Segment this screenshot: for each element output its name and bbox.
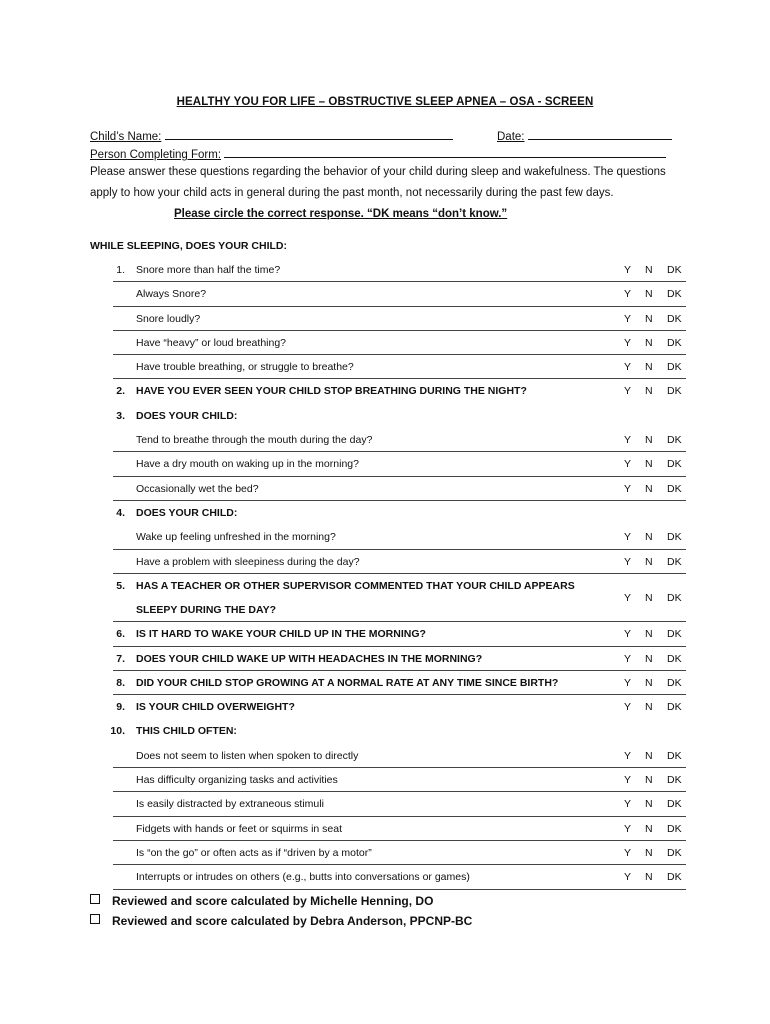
answer-no[interactable]: N	[645, 288, 653, 301]
question-row	[90, 792, 686, 816]
question-text: Is easily distracted by extraneous stimuli	[136, 798, 324, 811]
section-heading: WHILE SLEEPING, DOES YOUR CHILD:	[90, 240, 287, 252]
question-row	[90, 744, 686, 768]
question-text: HAVE YOU EVER SEEN YOUR CHILD STOP BREATHING DURING THE NIGHT?	[136, 385, 527, 398]
answer-dont-know[interactable]: DK	[667, 288, 682, 301]
answer-dont-know[interactable]: DK	[667, 774, 682, 787]
answer-dont-know[interactable]: DK	[667, 385, 682, 398]
question-text: DOES YOUR CHILD:	[136, 409, 238, 422]
answer-yes[interactable]: Y	[624, 312, 632, 325]
questions-list	[90, 258, 686, 890]
answer-yes[interactable]: Y	[624, 652, 632, 665]
answer-dont-know[interactable]: DK	[667, 628, 682, 641]
question-number: 7.	[116, 652, 125, 665]
question-number: 9.	[116, 701, 125, 714]
question-row	[90, 477, 686, 501]
answer-dont-know[interactable]: DK	[667, 336, 682, 349]
question-row	[90, 817, 686, 841]
answer-dont-know[interactable]: DK	[667, 312, 682, 325]
answer-no[interactable]: N	[645, 385, 653, 398]
answer-yes[interactable]: Y	[624, 846, 632, 859]
answer-no[interactable]: N	[645, 822, 653, 835]
answer-dont-know[interactable]: DK	[667, 361, 682, 374]
question-row	[90, 307, 686, 331]
answer-dont-know[interactable]: DK	[667, 458, 682, 471]
question-number: 8.	[116, 676, 125, 689]
question-row	[90, 574, 686, 622]
answer-yes[interactable]: Y	[624, 774, 632, 787]
question-text: DID YOUR CHILD STOP GROWING AT A NORMAL RATE AT ANY TIME SINCE BIRTH?	[136, 676, 559, 689]
question-row	[90, 428, 686, 452]
question-text: Fidgets with hands or feet or squirms in seat	[136, 822, 343, 835]
question-text: Snore more than half the time?	[136, 264, 281, 276]
answer-no[interactable]: N	[645, 336, 653, 349]
answer-yes[interactable]: Y	[624, 336, 632, 349]
review-text-2: Reviewed and score calculated by Debra Anderson, PPCNP-BC	[112, 914, 473, 928]
answer-yes[interactable]: Y	[624, 434, 632, 447]
child-name-row	[90, 128, 453, 143]
answer-no[interactable]: N	[645, 458, 653, 471]
answer-dont-know[interactable]: DK	[667, 822, 682, 835]
answer-no[interactable]: N	[645, 531, 653, 544]
review-text-1: Reviewed and score calculated by Michelle Henning, DO	[112, 894, 434, 908]
question-text: Interrupts or intrudes on others (e.g., butts into conversations or games)	[136, 871, 470, 884]
answer-yes[interactable]: Y	[624, 531, 632, 544]
question-text: IS IT HARD TO WAKE YOUR CHILD UP IN THE MORNING?	[136, 628, 426, 641]
answer-yes[interactable]: Y	[624, 385, 632, 398]
question-text: Wake up feeling unfreshed in the morning?	[136, 531, 336, 544]
question-number: 10.	[110, 725, 125, 738]
child-name-field[interactable]	[165, 128, 453, 140]
answer-dont-know[interactable]: DK	[667, 652, 682, 665]
answer-yes[interactable]: Y	[624, 798, 632, 811]
answer-no[interactable]: N	[645, 846, 653, 859]
child-name-label: Child’s Name:	[90, 131, 162, 143]
question-text: Tend to breathe through the mouth during the day?	[136, 434, 373, 447]
question-number: 2.	[116, 385, 125, 398]
answer-no[interactable]: N	[645, 591, 653, 604]
answer-no[interactable]: N	[645, 676, 653, 689]
date-label: Date:	[497, 131, 525, 143]
question-text: Always Snore?	[136, 288, 207, 301]
review-line-1	[90, 894, 433, 908]
answer-dont-know[interactable]: DK	[667, 531, 682, 544]
question-text: DOES YOUR CHILD WAKE UP WITH HEADACHES IN THE MORNING?	[136, 652, 483, 665]
circle-instruction: Please circle the correct response. “DK means “don’t know.”	[174, 208, 508, 220]
answer-yes[interactable]: Y	[624, 871, 632, 884]
person-completing-row	[90, 146, 666, 161]
answer-no[interactable]: N	[645, 361, 653, 374]
answer-no[interactable]: N	[645, 871, 653, 884]
question-row	[90, 647, 686, 671]
question-text	[136, 574, 575, 622]
answer-dont-know[interactable]: DK	[667, 676, 682, 689]
answer-yes[interactable]: Y	[624, 264, 632, 276]
answer-dont-know[interactable]: DK	[667, 482, 682, 495]
question-row	[90, 841, 686, 865]
answer-yes[interactable]: Y	[624, 701, 632, 714]
question-row	[90, 404, 686, 428]
answer-dont-know[interactable]: DK	[667, 555, 682, 568]
answer-dont-know[interactable]: DK	[667, 871, 682, 884]
form-title: HEALTHY YOU FOR LIFE – OBSTRUCTIVE SLEEP APNEA – OSA - SCREEN	[176, 96, 594, 108]
answer-no[interactable]: N	[645, 652, 653, 665]
question-row	[90, 282, 686, 306]
question-text: Have trouble breathing, or struggle to breathe?	[136, 361, 354, 374]
question-text: Snore loudly?	[136, 312, 201, 325]
question-text: IS YOUR CHILD OVERWEIGHT?	[136, 701, 295, 714]
question-row	[90, 550, 686, 574]
instructions-text: Please answer these questions regarding the behavior of your child during sleep and wakefulness. The questions apply to how your child acts in general during the past month, not necessarily during the past few days.	[90, 166, 666, 199]
answer-no[interactable]: N	[645, 434, 653, 447]
question-row	[90, 452, 686, 476]
answer-yes[interactable]: Y	[624, 749, 632, 762]
answer-no[interactable]: N	[645, 628, 653, 641]
question-text: DOES YOUR CHILD:	[136, 506, 238, 519]
answer-dont-know[interactable]: DK	[667, 846, 682, 859]
answer-yes[interactable]: Y	[624, 458, 632, 471]
question-row	[90, 622, 686, 646]
review-checkbox-1[interactable]	[90, 894, 100, 904]
question-number: 1.	[116, 264, 125, 276]
answer-no[interactable]: N	[645, 264, 653, 276]
answer-dont-know[interactable]: DK	[667, 434, 682, 447]
answer-dont-know[interactable]: DK	[667, 591, 682, 604]
answer-no[interactable]: N	[645, 774, 653, 787]
answer-no[interactable]: N	[645, 312, 653, 325]
answer-no[interactable]: N	[645, 482, 653, 495]
question-row	[90, 768, 686, 792]
person-completing-field[interactable]	[224, 146, 666, 158]
date-field[interactable]	[528, 128, 672, 140]
review-line-2	[90, 914, 472, 928]
answer-no[interactable]: N	[645, 701, 653, 714]
question-row	[90, 258, 686, 282]
question-text: Does not seem to listen when spoken to directly	[136, 749, 359, 762]
review-checkbox-2[interactable]	[90, 914, 100, 924]
answer-dont-know[interactable]: DK	[667, 264, 682, 276]
question-text: THIS CHILD OFTEN:	[136, 725, 237, 738]
question-text-line-1: HAS A TEACHER OR OTHER SUPERVISOR COMMENTED THAT YOUR CHILD APPEARS	[136, 579, 575, 592]
question-text-line-2: SLEEPY DURING THE DAY?	[136, 603, 277, 616]
question-text: Occasionally wet the bed?	[136, 482, 259, 495]
instructions	[90, 162, 686, 225]
answer-no[interactable]: N	[645, 555, 653, 568]
question-number: 4.	[116, 506, 125, 519]
question-text: Have “heavy” or loud breathing?	[136, 336, 287, 349]
date-row	[497, 128, 672, 143]
question-text: Have a dry mouth on waking up in the morning?	[136, 458, 359, 471]
answer-yes[interactable]: Y	[624, 628, 632, 641]
question-row	[90, 379, 686, 403]
answer-yes[interactable]: Y	[624, 361, 632, 374]
answer-dont-know[interactable]: DK	[667, 701, 682, 714]
answer-no[interactable]: N	[645, 749, 653, 762]
question-row	[90, 695, 686, 719]
question-row	[90, 719, 686, 743]
answer-dont-know[interactable]: DK	[667, 798, 682, 811]
question-number: 3.	[116, 409, 125, 422]
question-text: Have a problem with sleepiness during the day?	[136, 555, 360, 568]
question-row	[90, 865, 686, 889]
answer-dont-know[interactable]: DK	[667, 749, 682, 762]
question-text: Has difficulty organizing tasks and activities	[136, 774, 338, 787]
question-row	[90, 501, 686, 525]
question-number: 5.	[116, 579, 125, 592]
answer-yes[interactable]: Y	[624, 288, 632, 301]
answer-yes[interactable]: Y	[624, 591, 632, 604]
question-row	[90, 525, 686, 549]
question-number: 6.	[116, 628, 125, 641]
question-row	[90, 355, 686, 379]
question-text: Is “on the go” or often acts as if “driven by a motor”	[136, 846, 372, 859]
answer-yes[interactable]: Y	[624, 676, 632, 689]
answer-no[interactable]: N	[645, 798, 653, 811]
answer-yes[interactable]: Y	[624, 482, 632, 495]
question-row	[90, 671, 686, 695]
answer-yes[interactable]: Y	[624, 555, 632, 568]
question-row	[90, 331, 686, 355]
answer-yes[interactable]: Y	[624, 822, 632, 835]
person-completing-label: Person Completing Form:	[90, 149, 222, 161]
